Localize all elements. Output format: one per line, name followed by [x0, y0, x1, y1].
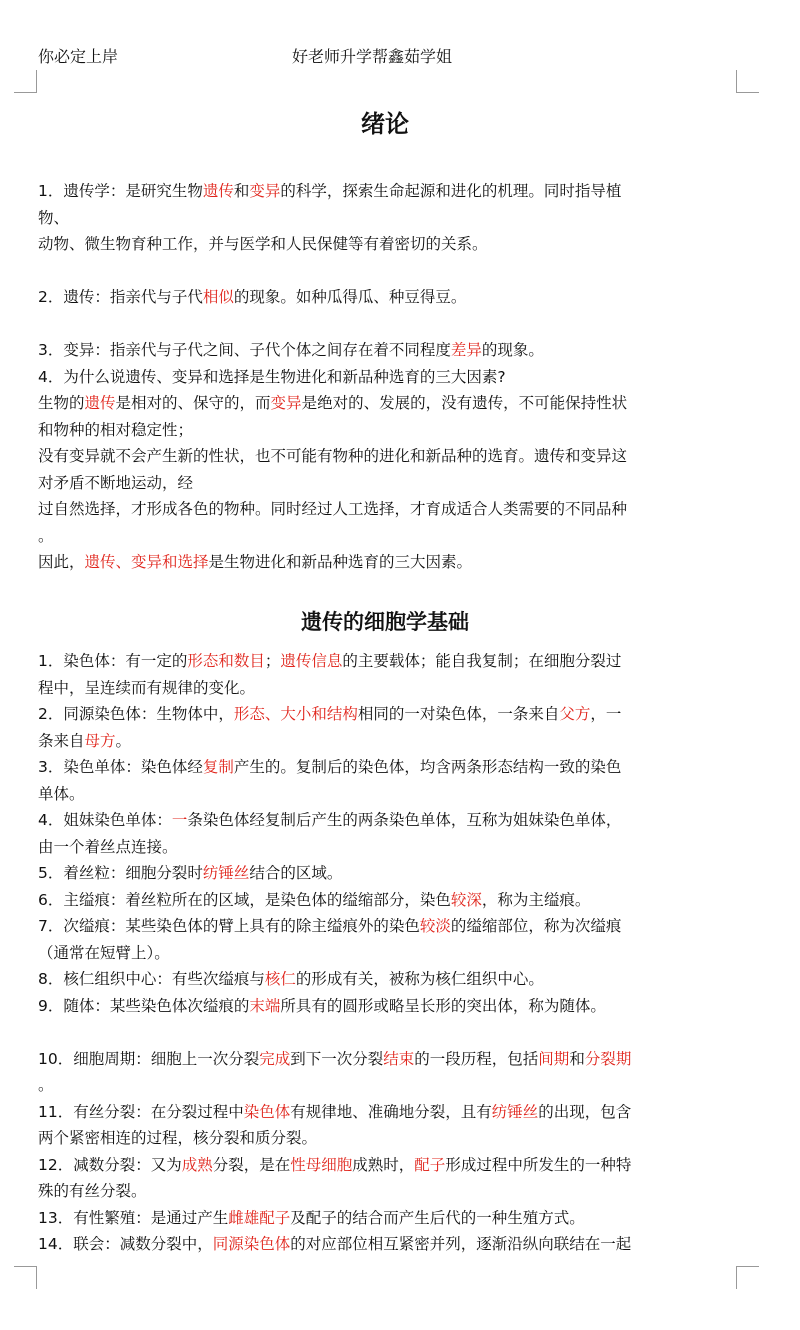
line-text: 的主要载体；能自我复制；在细胞分裂过	[342, 652, 622, 670]
line-text: 的现象。如种瓜得瓜、种豆得豆。	[233, 288, 467, 306]
line-text: 4．为什么说遗传、变异和选择是生物进化和新品种选育的三大因素?	[38, 367, 506, 386]
text-line	[38, 390, 748, 417]
text-line	[38, 860, 748, 887]
line-text: ；	[264, 652, 281, 670]
text-line	[38, 1152, 748, 1179]
text-line	[38, 417, 748, 444]
highlight-text: 母方	[84, 731, 116, 750]
text-line	[38, 675, 748, 702]
line-text: 殊的有丝分裂。	[38, 1182, 147, 1200]
text-line	[38, 1072, 748, 1099]
highlight-text: 分裂期	[584, 1049, 632, 1068]
line-text: 3．染色单体：染色体经	[38, 758, 203, 776]
text-line	[38, 1231, 748, 1258]
text-line	[38, 523, 748, 550]
line-text: 4．姐妹染色单体：	[38, 811, 172, 829]
text-line	[38, 754, 748, 781]
highlight-text: 性母细胞	[290, 1155, 353, 1174]
line-text: 结合的区域。	[249, 864, 343, 882]
highlight-text: 完成	[259, 1049, 291, 1068]
line-text: 是相对的、保守的，而	[115, 394, 271, 412]
line-text: 分裂，是在	[212, 1155, 291, 1174]
section-title-cytology: 遗传的细胞学基础	[301, 610, 469, 634]
line-text: 2．遗传：指亲代与子代	[38, 288, 203, 306]
line-text: 相同的一对染色体，一条来自	[357, 705, 560, 723]
highlight-text: 一	[171, 811, 188, 829]
line-text: 没有变异就不会产生新的性状，也不可能有物种的进化和新品种的选育。遗传和变异这	[38, 447, 628, 465]
crop-mark-bottom-right	[736, 1266, 759, 1289]
line-text: ，一	[590, 705, 622, 723]
highlight-text: 同源染色体	[212, 1235, 291, 1253]
line-text: ，称为主缢痕。	[481, 890, 591, 909]
highlight-text: 相似	[202, 288, 234, 306]
text-line	[38, 443, 748, 470]
text-line	[38, 913, 748, 940]
line-text: 单体。	[38, 784, 85, 803]
highlight-text: 差异	[450, 341, 482, 359]
highlight-text: 遗传信息	[280, 652, 343, 670]
line-text: 8．核仁组织中心：有些次缢痕与	[38, 970, 265, 988]
line-text: 动物、微生物育种工作，并与医学和人民保健等有着密切的关系。	[38, 235, 488, 253]
line-text: 的科学，探索生命起源和进化的机理。同时指导植	[280, 182, 622, 200]
line-text: 条来自	[38, 731, 85, 750]
line-text: 13．有性繁殖：是通过产生	[38, 1208, 229, 1227]
highlight-text: 染色体	[243, 1102, 291, 1121]
line-text: 产生的。复制后的染色体，均含两条形态结构一致的染色	[233, 758, 622, 776]
line-text: 和物种的相对稳定性；	[38, 420, 194, 439]
highlight-text: 雌雄配子	[228, 1208, 291, 1227]
blank-line	[38, 311, 748, 338]
text-line	[38, 1125, 748, 1152]
line-text: 对矛盾不断地运动，经	[38, 473, 194, 492]
line-text: 11．有丝分裂：在分裂过程中	[38, 1102, 244, 1121]
line-text: 是绝对的、发展的，没有遗传，不可能保持性状	[301, 394, 628, 412]
line-text: 的一段历程，包括	[414, 1049, 539, 1068]
section-body-cytology	[38, 648, 748, 1258]
line-text: 因此，	[38, 553, 85, 571]
blank-line	[38, 1019, 748, 1046]
line-text: 是生物进化和新品种选育的三大因素。	[208, 553, 473, 571]
line-text: 的形成有关，被称为核仁组织中心。	[295, 970, 544, 988]
highlight-text: 纺锤丝	[202, 864, 250, 882]
line-text: 的出现，包含	[538, 1102, 632, 1121]
highlight-text: 形态和数目	[187, 652, 265, 670]
highlight-text: 间期	[538, 1049, 570, 1068]
highlight-text: 变异	[249, 182, 281, 200]
text-line	[38, 887, 748, 914]
text-line	[38, 701, 748, 728]
highlight-text: 遗传	[84, 394, 116, 412]
header-left-text: 你必定上岸	[38, 47, 119, 66]
line-text: 的对应部位相互紧密并列，逐渐沿纵向联结在一起	[290, 1235, 632, 1253]
text-line	[38, 364, 748, 391]
line-text: 条染色体经复制后产生的两条染色单体，互称为姐妹染色单体，	[187, 811, 622, 829]
highlight-text: 遗传、变异和选择	[84, 553, 209, 571]
line-text: 程中，呈连续而有规律的变化。	[38, 678, 256, 697]
highlight-text: 遗传	[202, 182, 234, 200]
line-text: 成熟时，	[352, 1155, 415, 1174]
line-text: 1．染色体：有一定的	[38, 652, 188, 670]
text-line	[38, 940, 748, 967]
line-text: 3．变异：指亲代与子代之间、子代个体之间存在着不同程度	[38, 341, 451, 359]
line-text: 2．同源染色体：生物体中，	[38, 705, 234, 723]
line-text: 14．联会：减数分裂中，	[38, 1235, 213, 1253]
line-text: 物、	[38, 208, 70, 227]
line-text: 。	[38, 526, 54, 545]
highlight-text: 末端	[249, 996, 281, 1015]
line-text: 5．着丝粒：细胞分裂时	[38, 864, 203, 882]
line-text: 1．遗传学：是研究生物	[38, 182, 203, 200]
line-text: 。	[38, 1076, 54, 1094]
section-body-intro	[38, 178, 748, 576]
line-text: 的现象。	[481, 341, 544, 359]
highlight-text: 成熟	[181, 1155, 213, 1174]
highlight-text: 纺锤丝	[491, 1102, 539, 1121]
line-text: 10．细胞周期：细胞上一次分裂	[38, 1049, 260, 1068]
line-text: 过自然选择，才形成各色的物种。同时经过人工选择，才育成适合人类需要的不同品种	[38, 500, 628, 518]
text-line	[38, 648, 748, 675]
text-line	[38, 205, 748, 232]
text-line	[38, 1046, 748, 1073]
line-text: 由一个着丝点连接。	[38, 837, 178, 856]
section-title-intro: 绪论	[361, 110, 409, 138]
crop-mark-top-right	[736, 70, 759, 93]
highlight-text: 较深	[450, 890, 482, 909]
highlight-text: 复制	[202, 758, 234, 776]
text-line	[38, 337, 748, 364]
text-line	[38, 496, 748, 523]
line-text: 生物的	[38, 394, 85, 412]
highlight-text: 较淡	[419, 917, 451, 935]
line-text: 9．随体：某些染色体次缢痕的	[38, 996, 250, 1015]
highlight-text: 父方	[559, 705, 591, 723]
text-line	[38, 284, 748, 311]
line-text: 的缢缩部位，称为次缢痕	[450, 917, 622, 935]
line-text: 和	[569, 1049, 585, 1068]
crop-mark-top-left	[14, 70, 37, 93]
text-line	[38, 1099, 748, 1126]
line-text: 12．减数分裂：又为	[38, 1155, 182, 1174]
text-line	[38, 781, 748, 808]
line-text: 所具有的圆形或略呈长形的突出体，称为随体。	[280, 996, 606, 1015]
header-center-text: 好老师升学帮鑫茹学姐	[292, 47, 453, 66]
blank-line	[38, 258, 748, 285]
line-text: 7．次缢痕：某些染色体的臂上具有的除主缢痕外的染色	[38, 917, 420, 935]
highlight-text: 结束	[383, 1049, 415, 1068]
text-line	[38, 993, 748, 1020]
text-line	[38, 1178, 748, 1205]
highlight-text: 核仁	[264, 970, 296, 988]
highlight-text: 变异	[270, 394, 302, 412]
line-text: 两个紧密相连的过程，核分裂和质分裂。	[38, 1129, 318, 1147]
text-line	[38, 178, 748, 205]
line-text: 和	[233, 182, 250, 200]
line-text: 及配子的结合而产生后代的一种生殖方式。	[290, 1208, 585, 1227]
text-line	[38, 728, 748, 755]
line-text: （通常在短臂上）。	[38, 943, 170, 962]
text-line	[38, 1205, 748, 1232]
line-text: 有规律地、准确地分裂，且有	[290, 1102, 492, 1121]
text-line	[38, 966, 748, 993]
highlight-text: 形态、大小和结构	[233, 705, 358, 723]
text-line	[38, 549, 748, 576]
text-line	[38, 834, 748, 861]
text-line	[38, 231, 748, 258]
crop-mark-bottom-left	[14, 1266, 37, 1289]
text-line	[38, 470, 748, 497]
text-line	[38, 807, 748, 834]
line-text: 。	[115, 731, 132, 750]
line-text: 到下一次分裂	[290, 1049, 384, 1068]
line-text: 6．主缢痕：着丝粒所在的区域，是染色体的缢缩部分，染色	[38, 890, 451, 909]
highlight-text: 配子	[414, 1155, 446, 1174]
line-text: 形成过程中所发生的一种特	[445, 1155, 632, 1174]
